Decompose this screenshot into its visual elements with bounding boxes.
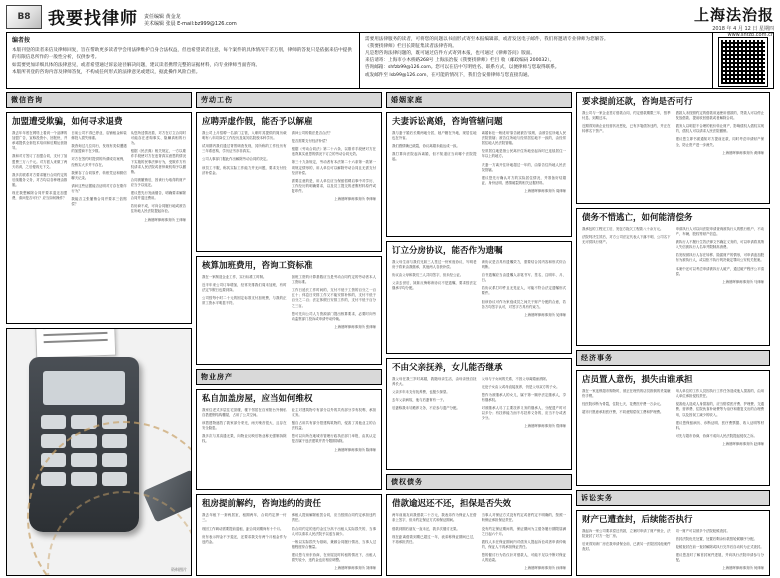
article-card xyxy=(196,494,382,576)
paragraph: 建议您及时了解首封案件进展，并向执行法院申请参与分配。 xyxy=(675,553,764,563)
article-column xyxy=(292,408,377,485)
article-card xyxy=(386,241,572,354)
paragraph: 我能否主张撤销合同并要求三倍赔偿？ xyxy=(71,197,127,207)
submission-p6: 或发邮件至 lsb99@126.com，在可能的情况下，我们会安排律师与您直接沟通。 xyxy=(365,72,533,78)
paragraph: 现在距离借款到期已超过一年，表弟称保证期间已过，不再承担责任。 xyxy=(392,534,477,544)
article-column xyxy=(392,513,477,571)
paragraph: 经常居住地是指公民离开住所地至起诉时已连续居住一年以上的地方。 xyxy=(481,149,566,159)
article-column xyxy=(392,377,477,466)
law-firm-signature: 上海晨晖律师事务所 黄律师 xyxy=(722,150,764,155)
paragraph: 我咨询过几位同行，发现有类似遭遇的加盟商不在少数。 xyxy=(71,144,127,154)
paragraph: 根据《劳动合同法》第二十六条，以欺诈手段使对方在违背真实意思的情况下订立的劳动合同无效。 xyxy=(291,147,376,157)
article-column xyxy=(582,529,671,571)
submission-p5: 咨询邮箱：shfzb99@126.com。您可以在信中写明姓名、联系方式，以便律师与您取得联系。 xyxy=(365,65,560,71)
law-firm-signature: 上海晨晖律师事务所 何律师 xyxy=(722,566,764,571)
paragraph: 建议您立即书面通知对方提前还款，同时考虑申请财产保全，防止资产进一步流失。 xyxy=(675,137,764,147)
article-column xyxy=(292,513,377,571)
article-title: 应聘弄虚作假，能否予以解雇 xyxy=(202,117,313,127)
article-body xyxy=(582,389,764,481)
submission-p3: 凡是想咨询法律问题的，既可通过信件方式寄到本报，也可通过《律师答问》版面。 xyxy=(365,51,535,57)
paragraph: 我去年年底在网络上看到一个品牌的加盟广告，宣称投资小、回报快，并承诺提供全套技术培训和后期运营指导。 xyxy=(12,131,68,151)
paragraph: 可先与超市协商，协商不成向人民法院提起侵权之诉。 xyxy=(675,433,757,438)
article-title: 借款逾迟还不还，担保是否失效 xyxy=(392,499,512,510)
newspaper-url: www.shfzb.com.cn xyxy=(727,32,774,38)
article-title: 加盟遭受欺骗，如何寻求退费 xyxy=(12,117,123,127)
paragraph: 建议您先行确认对方的实际居住情况，并准备好结婚证、身份证明、感情破裂的相关证据材料。 xyxy=(481,175,566,185)
paragraph: 后妻称我未尽赡养义务，不应参与遗产分配。 xyxy=(392,406,460,411)
article-column xyxy=(392,131,477,232)
paragraph: 离婚诉讼一般适用'原告就被告'原则，由被告住所地人民法院管辖；被告住所地与经常居住地不一致的，由经常居住地人民法院管辖。 xyxy=(481,131,566,146)
law-firm-signature: 上海晨晖律师事务所 王律师 xyxy=(144,217,186,222)
article-body xyxy=(202,275,376,360)
section-header-weixin: 微信咨询 xyxy=(6,92,192,108)
section-header-jingji: 经济事务 xyxy=(576,350,770,366)
paragraph: 当事人对保证方式没有约定或者约定不明确的，按照一般保证承担保证责任。 xyxy=(481,513,566,523)
article-card xyxy=(196,256,382,365)
illustration-credit: 资料图片 xyxy=(171,567,187,572)
law-firm-signature: 上海晨晖律师事务所 刘律师 xyxy=(334,566,376,571)
article-title: 要求提前还款，咨询是否可行 xyxy=(582,97,693,107)
paragraph: 首封法院优先处置，处置后剩余价款按轮候顺序分配。 xyxy=(675,536,757,541)
article-body xyxy=(582,529,764,571)
paragraph: 债务人以明显不合理的低价转让财产，影响债权人债权实现的，债权人可以请求人民法院撤销。 xyxy=(675,124,764,134)
paragraph: 工作日延长工作时间的，支付不低于工资的百分之一百五十；休息日安排工作又不能安排补休的，支付不低于百分之二百；法定休假日安排工作的，支付不低于百分之三百。 xyxy=(291,288,376,308)
paragraph: 无论子女由父或母直接抚养，仍是父母双方的子女。 xyxy=(481,384,560,389)
paragraph: 父母与子女间的关系，不因父母离婚而消除。 xyxy=(481,376,550,381)
editor-note-p2: 如需要更加详细具体的法律意见，或者希望通过诉讼途径解决问题，建议读者携带完整的证据材料，向专业律师当面咨询。 xyxy=(12,62,261,68)
article-body xyxy=(392,377,566,466)
paragraph: 现因工作调动需要提前退租，距合同到期尚有十个月。 xyxy=(202,526,284,531)
article-column xyxy=(392,260,477,349)
article-body xyxy=(392,131,566,232)
article-column xyxy=(292,275,377,360)
submission-info-column xyxy=(360,33,713,88)
article-card xyxy=(6,112,192,324)
paragraph: 父亲多年未支付抚养费，也极少探望。 xyxy=(392,389,450,394)
article-title: 不由父亲抚养，女儿能否继承 xyxy=(392,362,503,373)
paragraph: 我多次联系对方要求履行合同约定的后续服务义务，对方均以各种理由推脱。 xyxy=(12,172,68,188)
article-column xyxy=(676,529,765,571)
article-column xyxy=(482,377,567,466)
article-body xyxy=(202,408,376,485)
paragraph: 超市只愿意承担医疗费，不同意赔偿误工费和护理费。 xyxy=(582,410,664,415)
paragraph: 我公司与一家企业签订借款合同，约定借款期限三年，按季付息、到期还本。 xyxy=(582,111,671,121)
paragraph: 去年父亲病故，他与后妻育有一子。 xyxy=(392,397,447,402)
page-number-logo: B8 xyxy=(6,5,42,29)
paragraph: 我承包的工程完工后，发包方拖欠工程款八十余万元。 xyxy=(582,226,664,231)
submission-p1: 需要用法律服务的读者，可将您的问题以书面形式寄至本报编辑部，或者发送电子邮件，我们将邀请专业律师为您解答。 xyxy=(365,37,609,42)
article-column xyxy=(676,111,765,199)
paragraph: 我在一家连锁超市购物时，被正在理货的店员推倒的货架砸伤手臂。 xyxy=(582,389,671,399)
paragraph: 自书遗嘱应当由遗嘱人亲笔书写、签名，注明年、月、日。 xyxy=(481,273,566,283)
article-card xyxy=(576,92,770,204)
paragraph: 一般以实际损失为基础，兼顾合同履行情况、当事人过错程度综合衡量。 xyxy=(291,539,376,549)
column-2 xyxy=(196,92,382,576)
paragraph: 该协议是否具有遗嘱效力，需要结合其内容和形式综合判断。 xyxy=(481,259,566,270)
editor-note-heading: 编者按 xyxy=(12,37,31,44)
paragraph: 若协议系打印件且无见证人，可能不符合法定遗嘱形式要件。 xyxy=(481,286,566,296)
section-header-fangchan: 物业房产 xyxy=(196,369,382,385)
article-title: 夫妻诉讼离婚，咨询管辖问题 xyxy=(392,117,503,127)
paragraph: 请问公司的做法是否合法？ xyxy=(291,131,333,136)
law-firm-signature: 上海晨晖律师事务所 郑律师 xyxy=(524,424,566,429)
submission-p4: 来信请寄：上海市小木桥路268号 上海法治报《我要找律师》栏目 收（邮政编码 200032）。 xyxy=(365,58,555,64)
paragraph: 但该协议可作为家庭成员之间关于财产分配的合意，若各方均签字认可，对签字方具有约束力。 xyxy=(481,299,566,309)
paragraph: 是否需要支付经济补偿？ xyxy=(291,139,329,144)
masthead-left xyxy=(6,4,237,29)
paragraph: 我起诉一家公司要求偿还货款，立案时申请了财产保全，法院查封了对方一处厂房。 xyxy=(582,528,671,538)
pos-key xyxy=(41,415,66,429)
paragraph: 您可先向公司人力资源部门提出核算要求，必要时向劳动监察部门投诉或申请劳动仲裁。 xyxy=(291,311,376,321)
article-title: 债务不惜逃亡，如何能清偿务 xyxy=(582,212,693,223)
article-title: 私自加盖房屋，应当如何维权 xyxy=(202,393,313,404)
article-body xyxy=(12,131,186,319)
paragraph: 我们感情确已破裂，协议离婚未能达成一致。 xyxy=(392,144,460,149)
paragraph: 债权人未在保证期间内对债务人提起诉讼或者申请仲裁的，保证人不再承担保证责任。 xyxy=(481,539,566,549)
article-title: 财产已遭查封，后续能否执行 xyxy=(582,514,693,525)
paragraph: 本案中还可以考虑申请被执行人破产，通过破产程序公平清偿。 xyxy=(675,266,764,276)
editor-line-1: 责任编辑 黄金龙 xyxy=(144,13,181,20)
paragraph: 近半年来公司订单增加，经常安排我们周末加班，有时法定节假日也要到岗。 xyxy=(202,283,287,293)
paragraph: 第三十九条规定，劳动者有本法第二十六条第一款第一项规定情形的，用人单位可以解除劳动合同且无需支付经济补偿。 xyxy=(291,160,376,175)
article-body xyxy=(582,111,764,199)
paragraph: 试用期内我们通过背景调查发现，其所称的工作经历有三年系虚构，学历证书亦非真实。 xyxy=(202,144,287,154)
paragraph: 被执行人不履行生效法律文书确定义务的，可以申请将其纳入失信被执行人名单并限制高消费。 xyxy=(675,240,764,250)
paragraph: 我多次与其沟通无果，向物业反映后物业称无强制拆除权。 xyxy=(202,434,287,444)
receipt-paper-icon xyxy=(34,328,116,358)
article-column xyxy=(482,131,567,232)
article-card xyxy=(576,510,770,576)
article-card xyxy=(196,112,382,252)
article-title: 店员置人意伤，损失由谁承担 xyxy=(582,375,693,386)
newspaper-date: 2018 年 4 月 12 日 星期四 xyxy=(712,26,774,32)
law-firm-signature: 上海晨晖律师事务所 赵律师 xyxy=(722,441,764,446)
article-column xyxy=(202,513,287,571)
editor-line-2: 美术编辑 张晨 E-mail:bz999@126.com xyxy=(144,20,237,27)
masthead-editors xyxy=(144,13,237,27)
article-card xyxy=(386,358,572,471)
article-column xyxy=(292,131,377,247)
paragraph: 现在我想解除合同并要求退还加盟费，请问是否可行？应当如何操作？ xyxy=(12,191,68,201)
article-column xyxy=(202,408,287,485)
editor-note-banner xyxy=(6,33,774,89)
law-firm-signature: 上海晨晖律师事务所 马律师 xyxy=(722,279,764,284)
law-firm-signature: 上海晨晖律师事务所 周律师 xyxy=(524,189,566,194)
article-column xyxy=(12,131,67,319)
paragraph: 父亲去世后，妹妹反悔称该协议不是遗嘱，要求按法定继承平均分配。 xyxy=(392,281,477,291)
qr-code-icon xyxy=(719,38,767,86)
paragraph: 承租人提前解除租赁合同，应当按照合同约定承担违约责任。 xyxy=(291,513,376,523)
column-4 xyxy=(576,92,770,576)
paragraph: 需要注意的是，用人单位应当保留招聘启事中对学历、工作经历的明确要求，以及员工提交的虚假材料原件或复印件。 xyxy=(291,178,376,194)
law-firm-signature: 上海晨晖律师事务所 张律师 xyxy=(334,324,376,329)
paragraph: 没有约定保证期间的，保证期间为主债务履行期限届满之日起六个月。 xyxy=(481,526,566,536)
section-header-laodong: 劳动工伤 xyxy=(196,92,382,108)
paragraph: 我打算向法院起诉离婚，但不知道应当向哪个法院提起。 xyxy=(392,152,477,162)
article-title: 租房提前解约，咨询违约的责任 xyxy=(202,499,322,510)
column-1 xyxy=(6,92,192,576)
paragraph: 公司按每小时二十元的固定标准支付加班费，与我的正常工资水平明显不符。 xyxy=(202,296,287,306)
paragraph: 借款人未按照约定的借款用途使用借款的，贷款人可以停止发放借款、提前收回借款或者解除合同。 xyxy=(675,111,764,121)
paragraph: 若合同约定的违约金过分高于出租人实际损失的，当事人可以请求人民法院予以适当减少。 xyxy=(291,526,376,536)
article-column xyxy=(676,389,765,481)
article-column xyxy=(582,111,671,199)
paragraph: 擅自占用共有部分搭建构筑物的，侵害了其他业主的合法权益。 xyxy=(291,421,376,431)
paragraph: 建议您保留病历、诊断证明、医疗费票据、收入证明等材料。 xyxy=(675,420,764,430)
paragraph: 从您所述情况看，对方在订立合同时可能存在虚构事实、隐瞒真相的行为。 xyxy=(130,131,186,146)
paragraph: 经医院诊断为骨裂，住院七天，花费医疗费一万余元。 xyxy=(582,402,664,407)
section-header-hunyin: 婚姻家庭 xyxy=(386,92,572,108)
paragraph: 该搭建物遮挡了我家部分采光，雨天噪音很大，且存在安全隐患。 xyxy=(202,421,287,431)
paragraph: 我和对方签订了加盟合同，支付了加盟费三万八千元。对方派人来做了两天培训，之后便再无下文。 xyxy=(12,154,68,169)
page-title: 我要找律师 xyxy=(48,9,138,29)
paragraph: 对方在签约时提供的所谓成功案例，经核实大多并不存在。 xyxy=(71,157,127,167)
content-grid xyxy=(6,92,774,576)
paragraph: 请问这些证据能否证明对方存在欺诈行为？ xyxy=(71,183,127,194)
paragraph: 房东表示押金不予退还，还要求我支付两个月租金作为违约金。 xyxy=(202,534,287,544)
article-body xyxy=(202,513,376,571)
paragraph: 日前公司不得已停业，店铺租金和装修投入损失惨重。 xyxy=(71,131,127,141)
paragraph: 借款到期后朋友一直未还，我多次催讨无果。 xyxy=(392,526,460,531)
paragraph: 加班工资的计算基数应当是劳动合同约定的劳动者本人工资标准。 xyxy=(291,275,376,285)
paragraph: 申请执行人可以向法院申请查询被执行人的银行账户、不动产、车辆、股权等财产信息。 xyxy=(675,226,764,236)
editor-note-p3: 本版所刊登的咨询内容及律师答复，不构成任何形式的法律意见或建议，据此操作风险自担。 xyxy=(12,69,201,75)
paragraph: 根据《民法典》相关规定，一方以欺诈手段使对方在违背真实意思的情况下实施的民事法律行为，受欺诈方有权请求人民法院或者仲裁机构予以撤销。 xyxy=(130,149,186,174)
paragraph: 您作为被继承人的女儿，属于第一顺序法定继承人，享有继承权。 xyxy=(481,392,566,402)
paragraph: 该员工不服，称其实际工作能力并无问题，要求支付经济补偿金。 xyxy=(202,165,287,175)
article-column xyxy=(582,227,671,341)
law-firm-signature: 上海晨晖律师事务所 吴律师 xyxy=(524,312,566,317)
article-body xyxy=(202,131,376,247)
law-firm-signature: 上海晨晖律师事务所 孙律师 xyxy=(524,566,566,571)
paragraph: 我家住老式多层住宅顶楼，楼下邻居在自家阳台外侧私自搭建钢结构棚屋，占用了公共空间。 xyxy=(202,407,287,417)
editor-note-column xyxy=(7,33,360,88)
paragraph: 建议您与房东协商，在房屋及时转租的情况下，出租人损失较小，违约金也应相应调整。 xyxy=(291,553,376,563)
paragraph: 建议您先行发函催告，明确要求解除合同并退还费用。 xyxy=(130,191,186,201)
column-3 xyxy=(386,92,572,576)
law-firm-signature: 上海晨晖律师事务所 李律师 xyxy=(334,197,376,202)
section-header-zhaiquan: 债权债务 xyxy=(386,474,572,490)
paragraph: 若协商不成，可向合同履行地或被告住所地人民法院提起诉讼。 xyxy=(130,204,186,214)
editor-note-p1: 本版刊登的读者来信及律师回复，旨在帮助更多读者学会用法律维护自身合法权益，但也希望读者注意，每个案件的具体情况千差万别，律师的答复只是依据来信中提供的有限信息所作的一般性分析，仅供参考。 xyxy=(12,48,352,61)
article-card xyxy=(386,112,572,237)
paragraph: 我父母在我三岁时离婚，我随母亲生活，由母亲独自抚养长大。 xyxy=(392,376,477,386)
article-body xyxy=(392,260,566,349)
qr-code-wrap xyxy=(713,33,773,88)
paragraph: 公司人事部门据此作出解除劳动合同的决定。 xyxy=(202,157,270,162)
paragraph: 若发现被执行人存在转移、隐匿财产的情形，可申请追加股东为被执行人，或以拒不执行判决裁定罪向公安机关报案。 xyxy=(675,253,764,263)
paragraph: 法院判决生效后，对方公司法定代表人下落不明，公司名下无可供执行财产。 xyxy=(582,234,671,245)
article-column xyxy=(582,389,671,481)
masthead xyxy=(6,4,774,38)
paragraph: 我与妻子婚后长期两地分居，她户籍在外地，现居住地也在外省。 xyxy=(392,131,477,141)
article-card xyxy=(196,389,382,491)
paragraph: 近期得知该企业经营状况恶化，已有多笔债务违约，并正在转移名下资产。 xyxy=(582,124,671,134)
article-column xyxy=(131,131,186,319)
article-column xyxy=(482,513,567,571)
law-firm-signature: 上海晨晖律师事务所 陈律师 xyxy=(334,447,376,452)
article-card xyxy=(576,370,770,486)
paragraph: 业主对建筑物专有部分以外的共有部分享有权利、承担义务。 xyxy=(291,407,376,417)
paragraph: 合同被撤销后，因该行为取得的财产应当予以返还。 xyxy=(130,177,186,188)
paragraph: 两年前朋友向我借款二十万元，我表弟作为保证人在借条上签字，但未约定保证方式和保证期间。 xyxy=(392,513,477,523)
paragraph: 我公司上月招聘一名部门主管，入职时其提供的简历载明有八年同岗位工作经历及某知名院校本科学历。 xyxy=(202,131,287,141)
paragraph: 我去年租下一套两居室，租期两年，合同约定押一付三。 xyxy=(202,513,287,523)
article-title: 订立分房协议，能否作为遗嘱 xyxy=(392,245,503,256)
article-column xyxy=(71,131,126,319)
article-column xyxy=(676,227,765,341)
article-card xyxy=(386,494,572,576)
submission-p2: 《我要找律师》栏目长期征集读者法律咨询。 xyxy=(365,44,457,50)
paragraph: 对被继承人尽了主要扶养义务的继承人，分配遗产时可以多分；有扶养能力而不尽扶养义务的，应当不分或者少分。 xyxy=(481,406,566,421)
article-title: 核算加班费用，咨询工资标准 xyxy=(202,260,313,271)
paragraph: 协议由父母和我们三人共同签字，但未经公证。 xyxy=(392,273,464,278)
section-header-susong: 诉讼实务 xyxy=(576,490,770,506)
paragraph: 侵害他人造成人身损害的，应当赔偿医疗费、护理费、交通费、营养费、住院伙食补助费等为治疗和康复支出的合理费用，以及因误工减少的收入。 xyxy=(675,402,764,417)
paragraph: 同一财产可以被多个法院轮候查封。 xyxy=(675,528,730,533)
article-card xyxy=(576,208,770,346)
article-column xyxy=(482,260,567,349)
paragraph: 您的催讨行为若仅针对借款人，可能不足以中断对保证人的追索。 xyxy=(481,553,566,563)
article-body xyxy=(582,227,764,341)
pos-screen xyxy=(43,371,125,405)
paragraph: 后来得知该厂房在我申请保全前，已被另一法院因其他案件查封。 xyxy=(582,541,671,552)
article-body xyxy=(392,513,566,571)
paragraph: 我保存了合同原件、转账凭证和微信聊天记录。 xyxy=(71,170,127,180)
illustration-pos-machine xyxy=(6,328,192,576)
paragraph: 您可以向所在地城市管理行政执法部门举报，由其认定是否属于违法建筑并责令限期拆除。 xyxy=(291,434,376,444)
article-column xyxy=(202,275,287,360)
paragraph: 轮候查封在前一查封解除或执行完毕后自动转为正式查封。 xyxy=(675,544,764,549)
newspaper-brand: 上海法治报 xyxy=(693,6,774,24)
paragraph: 夫妻一方离开住所地超过一年的，由原告住所地人民法院管辖。 xyxy=(481,162,566,172)
paragraph: 用人单位的工作人员因执行工作任务造成他人损害的，由用人单位承担侵权责任。 xyxy=(675,389,764,399)
paragraph: 我父母生前与我们兄妹三人签过一份家庭协议，写明老房子将来由我继承，其他两人各获补偿。 xyxy=(392,259,477,270)
article-column xyxy=(202,131,287,247)
paragraph: 我在一家制造企业工作，实行标准工时制。 xyxy=(202,275,267,279)
